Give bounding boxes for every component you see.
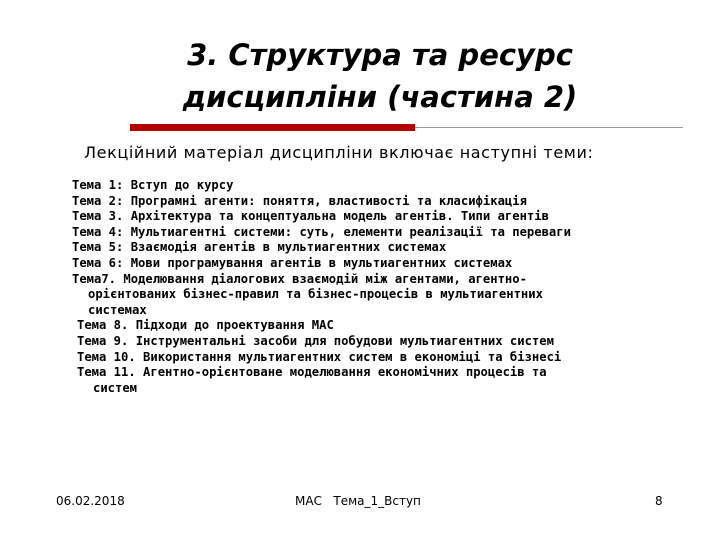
- topic-item-7-line-2: орієнтованих бізнес-правил та бізнес-процесів в мультиагентних: [88, 287, 543, 302]
- topic-item-7-line-1: Тема7. Моделювання діалогових взаємодій між агентами, агентно-: [72, 271, 527, 286]
- topic-item-5: Тема 5: Взаємодія агентів в мультиагентних системах: [72, 240, 447, 255]
- topic-item-7: [72, 272, 672, 319]
- topic-item-2: Тема 2: Програмні агенти: поняття, властивості та класифікація: [72, 193, 527, 208]
- topic-item-10: Тема 10. Використання мультиагентних систем в економіці та бізнесі: [77, 349, 562, 364]
- topic-item-1: Тема 1: Вступ до курсу: [72, 178, 234, 192]
- slide-title-line-1: 3. Структура та ресурс: [187, 38, 573, 72]
- intro-text: Лекційний матеріал дисципліни включає наступні теми:: [84, 143, 594, 162]
- footer-title: МАС Тема_1_Вступ: [295, 494, 421, 508]
- slide-title-line-2: дисципліни (частина 2): [182, 80, 578, 114]
- topic-item-9: Тема 9. Інструментальні засоби для побудови мультиагентних систем: [77, 333, 554, 348]
- footer-page-number: 8: [655, 494, 663, 508]
- topic-list: [72, 178, 672, 396]
- footer-date: 06.02.2018: [56, 494, 125, 508]
- topic-item-11: [72, 365, 672, 396]
- topic-item-11-line-1: Тема 11. Агентно-орієнтоване моделювання економічних процесів та: [77, 365, 547, 380]
- topic-item-4: Тема 4: Мультиагентні системи: суть, елементи реалізації та переваги: [72, 224, 571, 239]
- topic-item-7-line-3: системах: [88, 302, 147, 317]
- slide-title: [100, 34, 660, 118]
- title-divider-rule: [415, 127, 683, 128]
- topic-item-6: Тема 6: Мови програмування агентів в мультиагентних системах: [72, 255, 513, 270]
- topic-item-3: Тема 3. Архітектура та концептуальна модель агентів. Типи агентів: [72, 209, 549, 224]
- topic-item-11-line-2: систем: [93, 380, 138, 395]
- title-accent-rule: [130, 124, 415, 131]
- topic-item-8: Тема 8. Підходи до проектування МАС: [77, 318, 334, 333]
